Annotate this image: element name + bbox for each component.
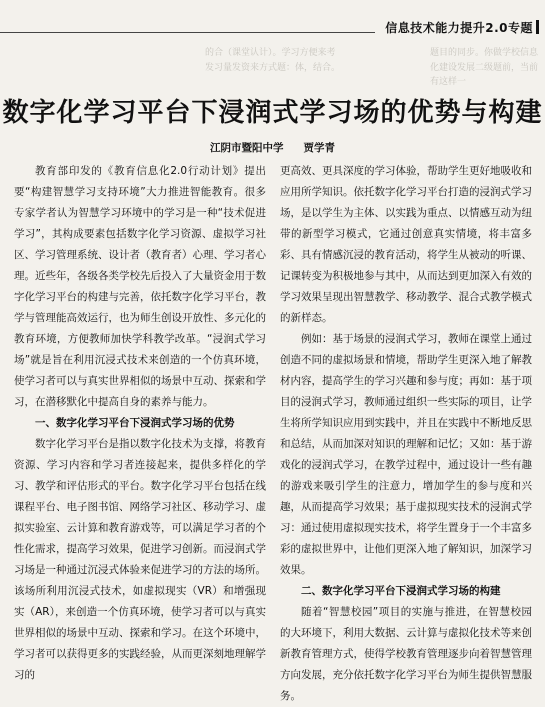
section-marker-bar bbox=[536, 20, 539, 34]
section-label-text: 信息技术能力提升2.0专题 bbox=[385, 21, 533, 35]
author-affiliation: 江阴市暨阳中学 bbox=[210, 142, 284, 154]
section-label bbox=[375, 17, 545, 39]
paragraph: 更高效、更具深度的学习体验，帮助学生更好地吸收和应用所学知识。依托数字化学习平台打造的浸润式学习场，是以学生为主体、以实践为重点、以情感互动为纽带的新型学习模式，它通过创意真实情境，将丰富多彩、具有情感沉浸的教育活动，将学生从被动的听课、记课转变为积极地参与其中，从而达到更加深入有效的学习效果呈现出智慧教学、移动教学、混合式教学模式的新样态。 bbox=[280, 165, 532, 324]
paragraph: 例如：基于场景的浸润式学习，教师在课堂上通过创造不同的虚拟场景和情境，帮助学生更深入地了解教材内容，提高学生的学习兴趣和参与度；再如：基于项目的浸润式学习，教师通过组织一些实际的项目，让学生将所学知识应用到实践中，并且在实践中不断地反思和总结，从而加深对知识的理解和记忆；又如：基于游戏化的浸润式学习，在教学过程中，通过设计一些有趣的游戏来吸引学生的注意力，增加学生的参与度和兴趣，从而提高学习效果；基于虚拟现实技术的浸润式学习：通过使用虚拟现实技术，将学生置身于一个丰富多彩的虚拟世界中，让他们更深入地了解知识，加深学习效果。 bbox=[280, 333, 532, 576]
byline bbox=[0, 140, 545, 155]
running-header bbox=[0, 17, 545, 39]
right-column bbox=[280, 161, 532, 707]
author-name: 贾学青 bbox=[303, 142, 335, 154]
paragraph: 教育部印发的《教育信息化2.0行动计划》提出要“构建智慧学习支持环境”大力推进智能教育。很多专家学者认为智慧学习环境中的学习是一种“技术促进学习”，其构成要素包括数字化学习资源、虚拟学习社区、学习管理系统、设计者（教育者）心理、学习者心理。近些年，各级各类学校先后投入了大量资金用于数字化学习平台的构建与完善，依托数字化学习平台，教学与管理能高效运行，也为师生创设开放性、多元化的教育环境，方便教师加快学科教学改革。“浸润式学习场”就是旨在利用沉浸式技术来创造的一个仿真环境，使学习者可以与真实世界相似的场景中互动、探索和学习，在潜移默化中提高自身的素养与能力。 bbox=[14, 165, 266, 408]
paragraph: 数字化学习平台是指以数字化技术为支撑，将教育资源、学习内容和学习者连接起来，提供多样化的学习、教学和评估形式的平台。数字化学习平台包括在线课程平台、电子图书馆、网络学习社区、移动学习、虚拟实验室、云计算和教育游戏等，可以满足学习者的个性化需求，提高学习效果，促进学习创新。而浸润式学习场是一种通过沉浸式体验来促进学习的方法的场所。该场所利用沉浸式技术，如虚拟现实（VR）和增强现实（AR），来创造一个仿真环境，使学习者可以与真实世界相似的场景中互动、探索和学习。在这个环境中，学习者可以获得更多的实践经验，从而更深刻地理解学习的 bbox=[14, 438, 266, 681]
paragraph: 随着“智慧校园”项目的实施与推进，在智慧校园的大环境下，利用大数据、云计算与虚拟化技术等来创新教育管理方式，使得学校教育管理逐步向着智慧管理方向发展，充分依托数字化学习平台为师生提供智慧服务。 bbox=[280, 606, 532, 702]
section-heading: 二、数字化学习平台下浸润式学习场的构建 bbox=[301, 585, 501, 597]
section-heading: 一、数字化学习平台下浸润式学习场的优势 bbox=[35, 417, 235, 429]
bleed-through-text-right: 题目的同步。你做学校信息化建设发展二级题前，当前有这样一 bbox=[430, 48, 539, 87]
bleed-through-text-left: 的合（课堂认计）。学习方便来考发习量发资来方式题：体，结合。 bbox=[205, 48, 340, 73]
article-title: 数字化学习平台下浸润式学习场的优势与构建 bbox=[2, 98, 543, 128]
left-column bbox=[14, 161, 266, 686]
